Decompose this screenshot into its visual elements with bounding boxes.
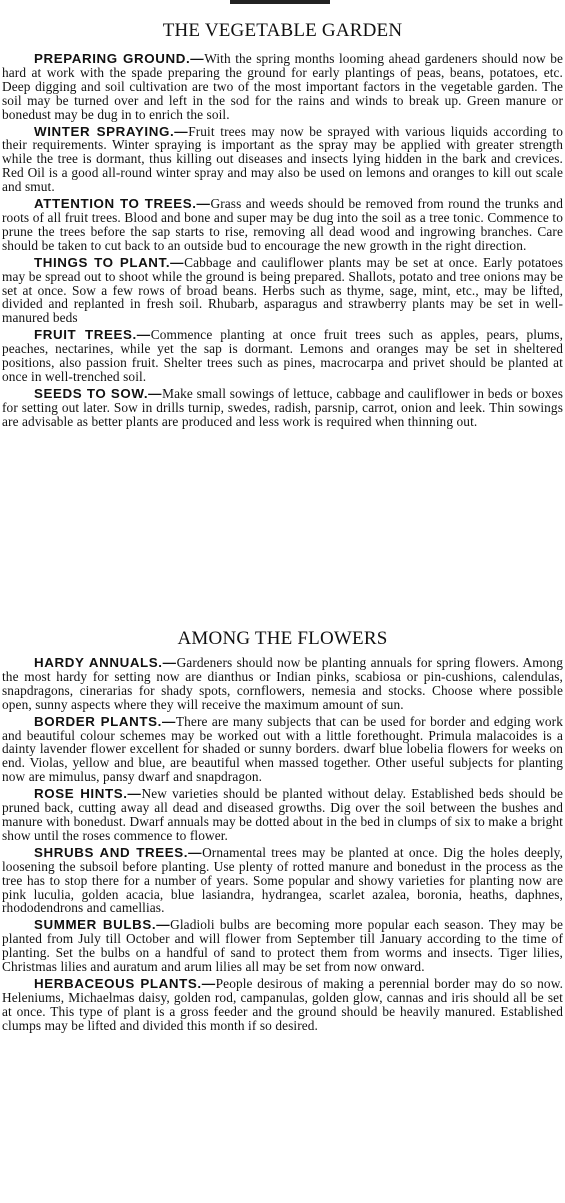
paragraph-heading: SHRUBS AND TREES.—: [34, 844, 203, 860]
paragraph-text: Gladioli bulbs are becoming more popular each season. They may be planted from July till October and will flower from September till January according to the time of planting. Set the bulbs on a handful of sand to protect them from worms and insects. Tiger lilies, Christmas lilies and auratum and arum lilies all may be set from now onward.: [2, 917, 563, 975]
paragraph: [2, 787, 563, 843]
top-rule: [230, 0, 330, 4]
section-title-among-the-flowers: AMONG THE FLOWERS: [177, 628, 388, 649]
paragraph-heading: SEEDS TO SOW.—: [34, 385, 163, 401]
section-body-vegetable-garden: [2, 52, 563, 432]
paragraph-heading: BORDER PLANTS.—: [34, 713, 176, 729]
paragraph: [2, 846, 563, 916]
paragraph-heading: WINTER SPRAYING.—: [34, 123, 189, 139]
paragraph: [2, 656, 563, 712]
paragraph-heading: PREPARING GROUND.—: [34, 51, 205, 66]
paragraph-text: With the spring months looming ahead gardeners should now be hard at work with the spade preparing the ground for early plantings of peas, beans, potatoes, etc. Deep digging and soil cultivation are two of the most important factors in the vegetable garden. The soil may be turned over and left in the sod for the rains and winds to break up. Green manure or bonedust may be dug in to enrich the soil.: [2, 51, 563, 122]
paragraph-text: There are many subjects that can be used for border and edging work and beautiful colour schemes may be worked out with a little forethought. Primula malacoides is a dainty lavender flower excellent for shaded or sunny borders. dwarf blue lobelia flowers for weeks on end. Violas, yellow and blue, are beautiful when massed together. Other useful subjects for planting now are mimulus, pansy dwarf and snapdragon.: [2, 713, 563, 785]
paragraph-text: Commence planting at once fruit trees such as apples, pears, plums, peaches, nectarines, while yet the sap is dormant. Lemons and oranges may be set in sheltered positions, also passion fruit. Shelter trees such as pines, macrocarpa and privet should be planted at once in well-trenched soil.: [2, 327, 564, 384]
paragraph-heading: HARDY ANNUALS.—: [34, 655, 177, 670]
paragraph-text: New varieties should be planted without delay. Established beds should be pruned back, cutting away all dead and diseased growths. Dig over the soil between the bushes and manure with bonedust. Dwarf annuals may be dotted about in the bed in clumps of six to make a bright show until the roses commence to flower.: [2, 786, 563, 843]
paragraph-text: People desirous of making a perennial border may do so now. Heleniums, Michaelmas daisy, golden rod, campanulas, golden glow, cannas and iris should all be set at once. This type of plant is a gross feeder and the ground should be heavily manured. Established clumps may be lifted and divided this month if so desired.: [2, 975, 563, 1033]
paragraph-heading: THINGS TO PLANT.—: [34, 254, 185, 270]
paragraph-text: Gardeners should now be planting annuals for spring flowers. Among the most hardy for setting now are dianthus or Indian pinks, scabiosa or pin-cushions, calendulas, snapdragons, cinerarias for shady spots, cornflowers, nemesia and stocks. Choose where possible open, sunny aspects where they will receive the maximum amount of sun.: [2, 655, 563, 712]
paragraph: [2, 328, 563, 384]
paragraph-heading: ROSE HINTS.—: [34, 786, 142, 802]
paragraph: [2, 197, 563, 253]
paragraph: [2, 918, 563, 974]
paragraph-heading: FRUIT TREES.—: [34, 327, 151, 343]
paragraph-heading: ATTENTION TO TREES.—: [34, 196, 211, 212]
paragraph-text: Fruit trees may now be sprayed with various liquids according to their requirements. Winter spraying is important as the spray may be applied with greater strength while the tree is dormant, thus killing out diseases and insects lying hidden in the bark and crevices. Red Oil is a good all-round winter spray and may also be used on lemons and oranges to kill out scale and smut.: [2, 123, 564, 195]
section-title-vegetable-garden: THE VEGETABLE GARDEN: [162, 20, 403, 41]
paragraph: [2, 715, 563, 785]
section-body-among-the-flowers: [2, 656, 563, 1036]
paragraph: [2, 52, 563, 122]
paragraph: [2, 387, 563, 429]
paragraph: [2, 125, 563, 195]
paragraph-text: Make small sowings of lettuce, cabbage and cauliflower in beds or boxes for setting out later. Sow in drills turnip, swedes, radish, parsnip, carrot, onion and leek. Thin sowings are advisable as better plants are produced and less work is required when thinning out.: [2, 385, 563, 429]
paragraph: [2, 256, 563, 326]
paragraph-heading: HERBACEOUS PLANTS.—: [34, 975, 216, 991]
paragraph: [2, 977, 563, 1033]
paragraph-text: Ornamental trees may be planted at once. Dig the holes deeply, loosening the subsoil before planting. Use plenty of rotted manure and bonedust in the process as the tree has to stop there for a number of years. Some popular and showy varieties for planting now are pink luculia, golden acacia, blue lasiandra, hydrangea, scarlet azalea, boronia, heaths, daphnes, rhododendrons and camellias.: [2, 844, 563, 916]
paragraph-text: Cabbage and cauliflower plants may be set at once. Early potatoes may be spread out to shoot while the ground is being prepared. Shallots, potato and tree onions may be set at once. Sow a few rows of broad beans. Herbs such as thyme, sage, mint, etc., may be lifted, divided and replanted in fresh soil. Rhubarb, asparagus and strawberry plants may be set in well-manured beds: [2, 254, 563, 326]
paragraph-text: Grass and weeds should be removed from round the trunks and roots of all fruit trees. Blood and bone and super may be dug into the soil as a tree tonic. Commence to prune the trees before the sap starts to rise, removing all dead wood and ingrowing branches. Care should be taken to cut back to an outside bud to encourage the new growth in the right direction.: [2, 196, 563, 253]
paragraph-heading: SUMMER BULBS.—: [34, 917, 171, 933]
